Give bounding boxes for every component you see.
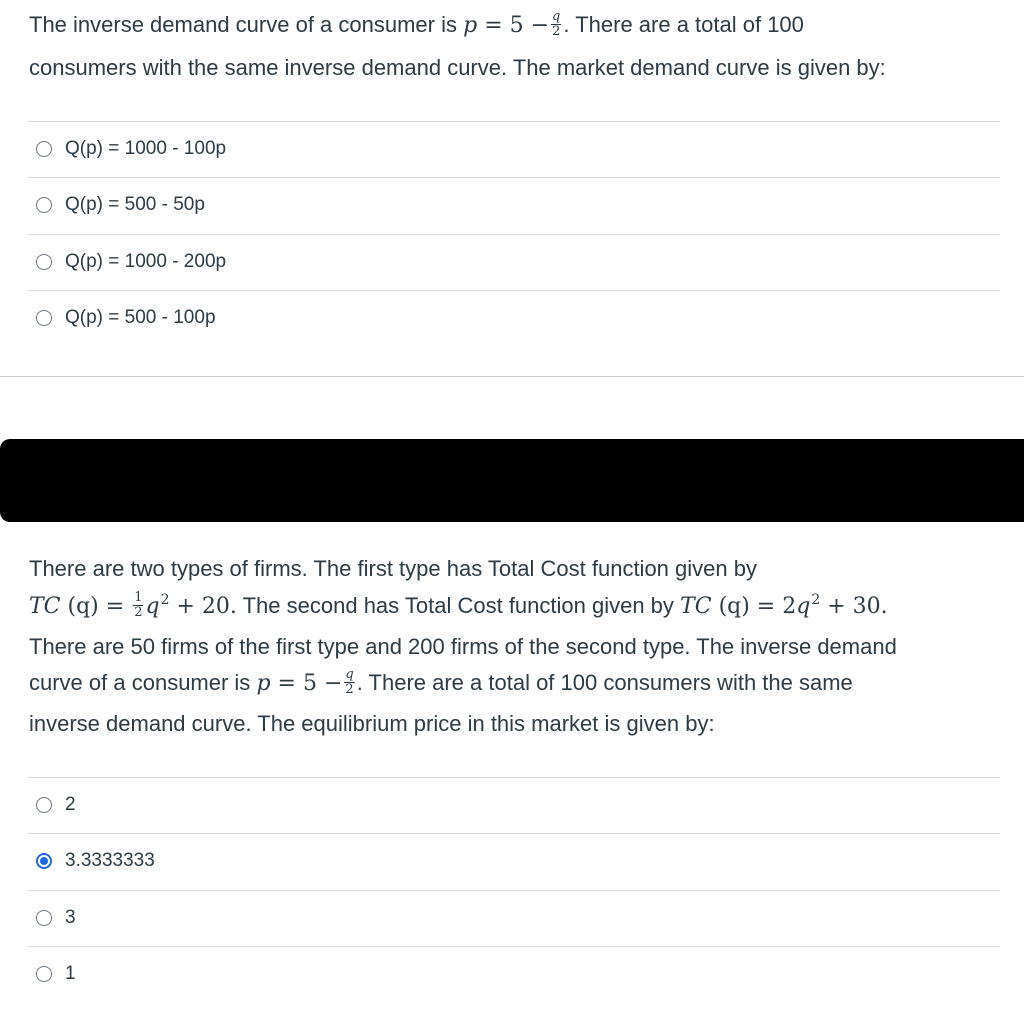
radio-button[interactable] <box>36 141 52 157</box>
answer-label[interactable]: 3.3333333 <box>65 850 155 871</box>
answer-option[interactable] <box>28 290 1000 347</box>
answer-label[interactable]: 1 <box>65 963 76 984</box>
radio-button[interactable] <box>36 966 52 982</box>
question-2-line-1: There are two types of firms. The first type has Total Cost function given by <box>29 556 757 581</box>
answer-option[interactable] <box>28 890 1000 947</box>
radio-button[interactable] <box>36 254 52 270</box>
question-2-line-5: inverse demand curve. The equilibrium price in this market is given by: <box>29 711 715 736</box>
question-1-line-1 <box>29 8 804 39</box>
redacted-region <box>0 439 1024 522</box>
answer-label[interactable]: Q(p) = 1000 - 100p <box>65 138 227 159</box>
answer-label[interactable]: Q(p) = 1000 - 200p <box>65 251 227 272</box>
question-2-line-3: There are 50 firms of the first type and 200 firms of the second type. The inverse demand <box>29 634 897 659</box>
total-cost-equation-1: TC (q) = $\frac{1}{2}$ $q^2 + 20$. <box>29 589 237 620</box>
question-1-text-before-equation: The inverse demand curve of a consumer is <box>29 12 457 37</box>
question-2-line-4-before: curve of a consumer is <box>29 670 257 695</box>
answer-option[interactable] <box>28 121 1000 178</box>
question-2-line-4-after: . There are a total of 100 consumers with the same <box>356 670 853 695</box>
question-2-text <box>29 556 989 746</box>
question-1-text <box>29 8 989 92</box>
answer-option-selected[interactable] <box>28 833 1000 890</box>
question-1-line-2: consumers with the same inverse demand curve. The market demand curve is given by: <box>29 55 886 80</box>
radio-button[interactable] <box>36 197 52 213</box>
total-cost-equation-2: TC $(q) = 2q^2 + 30$. <box>680 592 888 619</box>
question-2-line-4 <box>29 666 853 697</box>
radio-button[interactable] <box>36 797 52 813</box>
radio-button-selected[interactable] <box>36 853 52 869</box>
question-2-line-2 <box>29 589 888 620</box>
answer-label[interactable]: 3 <box>65 907 76 928</box>
answer-option[interactable] <box>28 177 1000 234</box>
answer-label[interactable]: Q(p) = 500 - 50p <box>65 194 205 215</box>
question-1-text-after-equation: . There are a total of 100 <box>563 12 804 37</box>
answer-option[interactable] <box>28 777 1000 834</box>
answer-label[interactable]: Q(p) = 500 - 100p <box>65 307 216 328</box>
answer-label[interactable]: 2 <box>65 794 76 815</box>
radio-button[interactable] <box>36 910 52 926</box>
question-2-line-2-text: The second has Total Cost function given by <box>236 593 681 618</box>
inverse-demand-equation-2: p = 5 − $\frac{q}{2}$ <box>256 666 354 697</box>
answer-option[interactable] <box>28 234 1000 291</box>
question-divider <box>0 376 1024 377</box>
answer-option[interactable] <box>28 946 1000 1003</box>
inverse-demand-equation: p = 5 − $\frac{q}{2}$ <box>463 8 561 39</box>
radio-button[interactable] <box>36 310 52 326</box>
